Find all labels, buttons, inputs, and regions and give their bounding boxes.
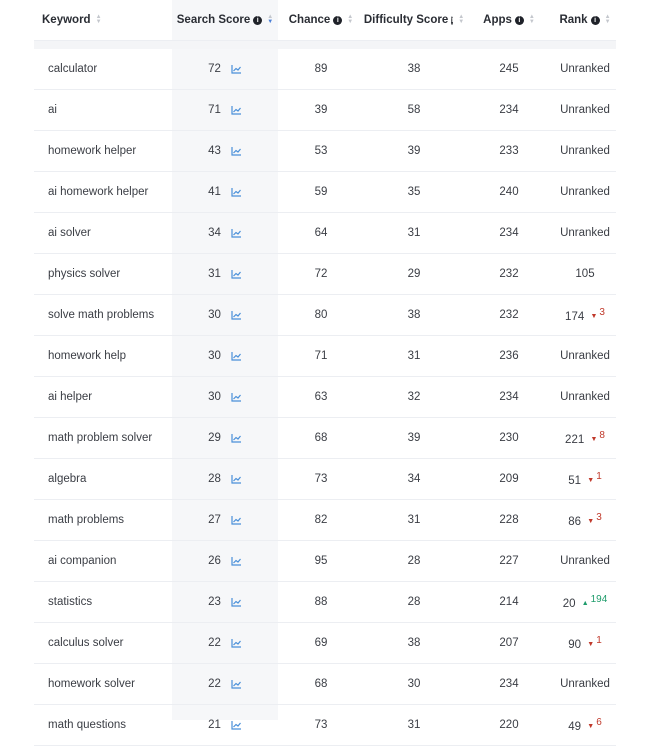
chance-cell: 53 (314, 145, 328, 157)
rank-down-arrow-icon: ▼ (587, 723, 595, 731)
rank-cell (554, 307, 616, 323)
table-row[interactable] (34, 131, 616, 172)
difficulty-cell: 31 (407, 514, 421, 526)
rank-value: Unranked (560, 145, 610, 157)
difficulty-cell: 31 (407, 227, 421, 239)
sort-arrows-icon[interactable]: ▲ ▼ (528, 14, 535, 25)
search-score-cell (172, 227, 278, 239)
table-row[interactable] (34, 213, 616, 254)
difficulty-cell: 32 (407, 391, 421, 403)
info-circle-icon[interactable]: i (333, 16, 342, 25)
rank-down-arrow-icon: ▼ (587, 518, 595, 526)
keyword-cell[interactable]: ai homework helper (48, 186, 149, 198)
difficulty-cell: 34 (407, 473, 421, 485)
table-row[interactable] (34, 418, 616, 459)
chance-cell: 71 (314, 350, 328, 362)
header-chance[interactable] (278, 14, 364, 26)
search-score-cell (172, 350, 278, 362)
header-difficulty-label: Difficulty Score (363, 14, 449, 26)
chance-cell: 63 (314, 391, 328, 403)
line-chart-icon[interactable] (231, 638, 242, 648)
search-score-cell (172, 719, 278, 731)
header-rank-label: Rank (559, 14, 588, 26)
search-score-cell (172, 268, 278, 280)
apps-cell: 214 (499, 596, 519, 608)
keyword-cell[interactable]: homework solver (48, 678, 135, 690)
rank-value: 105 (575, 268, 595, 280)
table-row[interactable] (34, 336, 616, 377)
header-apps-label: Apps (483, 14, 512, 26)
sort-arrows-icon[interactable]: ▲ ▼ (347, 14, 354, 25)
table-row[interactable] (34, 623, 616, 664)
search-score-cell (172, 596, 278, 608)
rank-change: 1 (596, 635, 602, 647)
chance-cell: 73 (314, 719, 328, 731)
rank-cell (554, 594, 616, 610)
header-difficulty[interactable] (364, 14, 464, 26)
table-row[interactable] (34, 90, 616, 131)
difficulty-cell: 39 (407, 145, 421, 157)
line-chart-icon[interactable] (231, 515, 242, 525)
line-chart-icon[interactable] (231, 392, 242, 402)
info-circle-icon[interactable]: i (253, 16, 262, 25)
apps-cell: 220 (499, 719, 519, 731)
difficulty-cell: 39 (407, 432, 421, 444)
difficulty-cell: 35 (407, 186, 421, 198)
line-chart-icon[interactable] (231, 720, 242, 730)
rank-value: 86 (568, 515, 582, 528)
search-score-cell (172, 514, 278, 526)
rank-cell (554, 186, 616, 198)
table-row[interactable] (34, 295, 616, 336)
search-score-value: 72 (208, 63, 221, 75)
keyword-cell[interactable]: physics solver (48, 268, 121, 280)
line-chart-icon[interactable] (231, 187, 242, 197)
keyword-table (34, 0, 616, 746)
rank-change: 3 (599, 307, 605, 319)
chance-cell: 82 (314, 514, 328, 526)
keyword-cell[interactable]: solve math problems (48, 309, 155, 321)
search-score-value: 28 (208, 473, 221, 485)
search-score-value: 41 (208, 186, 221, 198)
table-row[interactable] (34, 582, 616, 623)
table-row[interactable] (34, 377, 616, 418)
search-score-cell (172, 678, 278, 690)
chance-cell: 69 (314, 637, 328, 649)
search-score-cell (172, 473, 278, 485)
rank-value: 221 (565, 433, 585, 446)
rank-value: Unranked (560, 227, 610, 239)
rank-cell (554, 717, 616, 733)
rank-cell (554, 268, 616, 280)
difficulty-cell: 28 (407, 555, 421, 567)
search-score-value: 23 (208, 596, 221, 608)
table-body (34, 49, 616, 746)
difficulty-cell: 28 (407, 596, 421, 608)
rank-down-arrow-icon: ▼ (590, 436, 598, 444)
rank-down-arrow-icon: ▼ (587, 641, 595, 649)
rank-value: Unranked (560, 678, 610, 690)
rank-value: 51 (568, 474, 582, 487)
keyword-cell[interactable]: ai solver (48, 227, 91, 239)
rank-cell (554, 145, 616, 157)
difficulty-cell: 58 (407, 104, 421, 116)
difficulty-cell: 38 (407, 309, 421, 321)
table-row[interactable] (34, 254, 616, 295)
keyword-cell[interactable]: ai helper (48, 391, 93, 403)
rank-value: 174 (565, 310, 585, 323)
sort-arrows-icon[interactable]: ▲ ▼ (267, 14, 274, 25)
table-row[interactable] (34, 541, 616, 582)
search-score-value: 27 (208, 514, 221, 526)
sort-arrows-icon[interactable]: ▲ ▼ (604, 14, 611, 25)
line-chart-icon[interactable] (231, 228, 242, 238)
rank-value: 49 (568, 720, 582, 733)
rank-value: 20 (562, 597, 576, 610)
rank-value: Unranked (560, 104, 610, 116)
apps-cell: 232 (499, 309, 519, 321)
rank-cell (554, 678, 616, 690)
search-score-value: 26 (208, 555, 221, 567)
difficulty-cell: 31 (407, 719, 421, 731)
apps-cell: 228 (499, 514, 519, 526)
chance-cell: 89 (314, 63, 328, 75)
apps-cell: 234 (499, 391, 519, 403)
apps-cell: 209 (499, 473, 519, 485)
rank-cell (554, 635, 616, 651)
table-row[interactable] (34, 49, 616, 90)
rank-down-arrow-icon: ▼ (590, 313, 598, 321)
table-row[interactable] (34, 500, 616, 541)
line-chart-icon[interactable] (231, 269, 242, 279)
sort-arrows-icon[interactable]: ▲ ▼ (95, 14, 102, 25)
line-chart-icon[interactable] (231, 146, 242, 156)
search-score-value: 22 (208, 678, 221, 690)
chance-cell: 64 (314, 227, 328, 239)
header-spacer (34, 41, 616, 49)
line-chart-icon[interactable] (231, 310, 242, 320)
chance-cell: 68 (314, 678, 328, 690)
search-score-value: 71 (208, 104, 221, 116)
table-row[interactable] (34, 459, 616, 500)
apps-cell: 236 (499, 350, 519, 362)
chance-cell: 95 (314, 555, 328, 567)
difficulty-cell: 38 (407, 637, 421, 649)
search-score-value: 30 (208, 309, 221, 321)
header-rank[interactable] (554, 14, 616, 26)
chance-cell: 59 (314, 186, 328, 198)
difficulty-cell: 30 (407, 678, 421, 690)
rank-cell (554, 512, 616, 528)
difficulty-cell: 31 (407, 350, 421, 362)
chance-cell: 68 (314, 432, 328, 444)
rank-cell (554, 391, 616, 403)
line-chart-icon[interactable] (231, 105, 242, 115)
keyword-cell[interactable]: calculator (48, 63, 98, 75)
keyword-cell[interactable]: calculus solver (48, 637, 124, 649)
rank-cell (554, 555, 616, 567)
search-score-cell (172, 432, 278, 444)
rank-change: 194 (590, 594, 608, 606)
search-score-cell (172, 391, 278, 403)
sort-arrows-icon[interactable]: ▲ ▼ (458, 14, 465, 25)
chance-cell: 72 (314, 268, 328, 280)
header-search-score-label: Search Score (176, 14, 251, 26)
keyword-cell[interactable]: math questions (48, 719, 126, 731)
rank-change: 1 (596, 471, 602, 483)
line-chart-icon[interactable] (231, 556, 242, 566)
chance-cell: 80 (314, 309, 328, 321)
line-chart-icon[interactable] (231, 474, 242, 484)
search-score-cell (172, 555, 278, 567)
keyword-cell[interactable]: statistics (48, 596, 93, 608)
apps-cell: 233 (499, 145, 519, 157)
rank-cell (554, 350, 616, 362)
table-header (34, 0, 616, 41)
keyword-cell[interactable]: algebra (48, 473, 87, 485)
table-row[interactable] (34, 705, 616, 746)
rank-change: 6 (596, 717, 602, 729)
search-score-cell (172, 186, 278, 198)
apps-cell: 227 (499, 555, 519, 567)
info-circle-icon[interactable]: i (451, 16, 454, 24)
chance-cell: 73 (314, 473, 328, 485)
rank-down-arrow-icon: ▼ (587, 477, 595, 485)
chance-cell: 88 (314, 596, 328, 608)
keyword-cell[interactable]: ai (48, 104, 57, 116)
rank-change: 8 (599, 430, 605, 442)
apps-cell: 234 (499, 104, 519, 116)
search-score-cell (172, 63, 278, 75)
apps-cell: 234 (499, 227, 519, 239)
header-chance-label: Chance (288, 14, 331, 26)
rank-value: Unranked (560, 391, 610, 403)
search-score-value: 31 (208, 268, 221, 280)
apps-cell: 240 (499, 186, 519, 198)
line-chart-icon[interactable] (231, 679, 242, 689)
keyword-cell[interactable]: ai companion (48, 555, 117, 567)
search-score-cell (172, 145, 278, 157)
rank-cell (554, 471, 616, 487)
keyword-cell[interactable]: homework helper (48, 145, 137, 157)
apps-cell: 245 (499, 63, 519, 75)
search-score-cell (172, 104, 278, 116)
table-row[interactable] (34, 664, 616, 705)
search-score-value: 30 (208, 391, 221, 403)
difficulty-cell: 29 (407, 268, 421, 280)
rank-value: Unranked (560, 63, 610, 75)
header-keyword-label: Keyword (42, 14, 91, 26)
rank-cell (554, 430, 616, 446)
header-search-score[interactable] (172, 14, 278, 26)
info-circle-icon[interactable]: i (591, 16, 600, 25)
search-score-value: 21 (208, 719, 221, 731)
header-apps[interactable] (464, 14, 554, 26)
line-chart-icon[interactable] (231, 351, 242, 361)
keyword-cell[interactable]: math problem solver (48, 432, 153, 444)
keyword-cell[interactable]: homework help (48, 350, 126, 362)
header-keyword[interactable] (34, 14, 172, 26)
rank-value: Unranked (560, 350, 610, 362)
rank-value: Unranked (560, 555, 610, 567)
rank-value: 90 (568, 638, 582, 651)
rank-cell (554, 63, 616, 75)
line-chart-icon[interactable] (231, 433, 242, 443)
apps-cell: 232 (499, 268, 519, 280)
line-chart-icon[interactable] (231, 64, 242, 74)
rank-change: 3 (596, 512, 602, 524)
rank-cell (554, 227, 616, 239)
rank-value: Unranked (560, 186, 610, 198)
line-chart-icon[interactable] (231, 597, 242, 607)
table-row[interactable] (34, 172, 616, 213)
info-circle-icon[interactable]: i (515, 16, 524, 25)
rank-up-arrow-icon: ▲ (581, 600, 589, 608)
search-score-cell (172, 637, 278, 649)
rank-cell (554, 104, 616, 116)
search-score-value: 22 (208, 637, 221, 649)
search-score-value: 34 (208, 227, 221, 239)
apps-cell: 230 (499, 432, 519, 444)
search-score-value: 30 (208, 350, 221, 362)
search-score-cell (172, 309, 278, 321)
chance-cell: 39 (314, 104, 328, 116)
apps-cell: 207 (499, 637, 519, 649)
search-score-value: 29 (208, 432, 221, 444)
apps-cell: 234 (499, 678, 519, 690)
difficulty-cell: 38 (407, 63, 421, 75)
keyword-cell[interactable]: math problems (48, 514, 125, 526)
search-score-value: 43 (208, 145, 221, 157)
